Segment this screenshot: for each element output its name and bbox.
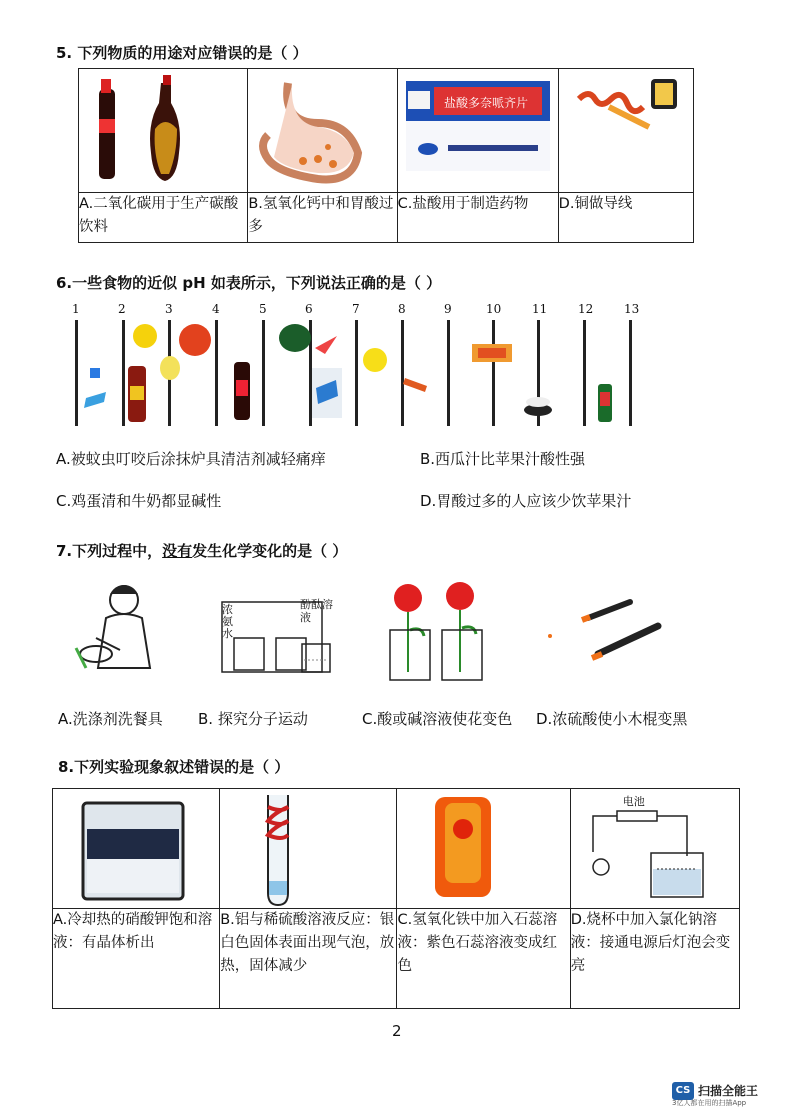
q7-option-b: B. 探究分子运动 — [198, 710, 308, 728]
q6-title: 6.一些食物的近似 pH 如表所示，下列说法正确的是（ ） — [56, 274, 442, 292]
ph-number-10: 10 — [486, 302, 502, 316]
scanner-tagline: 3亿人都在用的扫描App — [672, 1099, 747, 1107]
q5-option-d: D.铜做导线 — [558, 193, 693, 243]
stomach-icon — [248, 69, 396, 191]
soda-bottles-icon — [79, 69, 247, 191]
q8-option-b: B.铝与稀硫酸溶液反应：银白色固体表面出现气泡，放热，固体减少 — [220, 909, 397, 1009]
page-number: 2 — [392, 1022, 402, 1040]
flowers-in-beakers-icon — [380, 580, 500, 688]
apple-icon — [179, 324, 211, 356]
egg-yolk-icon — [363, 348, 387, 372]
ph-number-4: 4 — [212, 302, 220, 316]
ph-number-11: 11 — [532, 302, 548, 316]
q5-option-b: B.氢氧化钙中和胃酸过多 — [248, 193, 397, 243]
ph-number-13: 13 — [624, 302, 640, 316]
conductivity-circuit-icon — [571, 789, 737, 907]
q5-option-c: C.盐酸用于制造药物 — [397, 193, 558, 243]
q8-table — [52, 788, 740, 1009]
watermelon-icon — [279, 324, 311, 352]
blackened-sticks-icon — [540, 598, 664, 668]
q8-image-a — [53, 789, 220, 909]
scanner-brand: 扫描全能王 — [698, 1084, 759, 1098]
q8-image-c — [397, 789, 570, 909]
q6-option-b: B.西瓜汁比苹果汁酸性强 — [420, 450, 586, 468]
q7-option-d: D.浓硫酸使小木棍变黑 — [536, 710, 688, 728]
q5-table — [78, 68, 694, 243]
q7-title-emphasis: 没有 — [162, 542, 193, 560]
q6-option-d: D.胃酸过多的人应该少饮苹果汁 — [420, 492, 632, 510]
test-tube-red-solution-icon — [397, 789, 567, 907]
label-battery: 电池 — [622, 795, 645, 808]
ph-number-7: 7 — [352, 302, 360, 316]
q8-image-b — [220, 789, 397, 909]
q5-image-b — [248, 69, 397, 193]
q5-image-a — [79, 69, 248, 193]
q5-image-c — [397, 69, 558, 193]
ph-number-5: 5 — [259, 302, 267, 316]
ph-foods-illustration — [70, 318, 650, 430]
medicine-box-title: 盐酸多奈哌齐片 — [443, 96, 528, 110]
q5-option-a: A.二氧化碳用于生产碳酸饮料 — [79, 193, 248, 243]
q6-option-c: C.鸡蛋清和牛奶都显碱性 — [56, 492, 222, 510]
scanner-logo-icon: CS — [672, 1082, 694, 1100]
label-phenolphthalein: 酚酞溶液 — [300, 598, 333, 624]
ph-number-8: 8 — [398, 302, 406, 316]
ph-number-2: 2 — [118, 302, 126, 316]
q7-option-a: A.洗涤剂洗餐具 — [58, 710, 163, 728]
dishwashing-person-icon — [66, 578, 166, 688]
lemon-icon — [133, 324, 157, 348]
ph-number-1: 1 — [72, 302, 80, 316]
q7-title-post: 发生化学变化的是（ ） — [192, 542, 348, 560]
ph-number-9: 9 — [444, 302, 452, 316]
q5-title: 5. 下列物质的用途对应错误的是（ ） — [56, 44, 308, 62]
ph-number-3: 3 — [165, 302, 173, 316]
test-tube-aluminum-icon — [220, 789, 394, 907]
ph-number-12: 12 — [578, 302, 594, 316]
q6-option-a: A.被蚊虫叮咬后涂抹炉具清洁剂减轻痛痒 — [56, 450, 326, 468]
q7-title — [56, 540, 347, 561]
ph-number-6: 6 — [305, 302, 313, 316]
q7-option-c: C.酸或碱溶液使花变色 — [362, 710, 513, 728]
q8-title: 8.下列实验现象叙述错误的是（ ） — [58, 758, 290, 776]
q8-option-c: C.氢氧化铁中加入石蕊溶液：紫色石蕊溶液变成红色 — [397, 909, 570, 1009]
q8-option-d: D.烧杯中加入氯化钠溶液：接通电源后灯泡会变亮 — [570, 909, 739, 1009]
label-ammonia: 浓氨水 — [222, 603, 233, 640]
beaker-crystals-icon — [53, 789, 217, 907]
copper-wire-icon — [559, 69, 693, 191]
medicine-box-icon — [398, 69, 558, 191]
q8-image-d — [570, 789, 739, 909]
q5-image-d — [558, 69, 693, 193]
q7-title-pre: 7.下列过程中， — [56, 542, 163, 560]
q8-option-a: A.冷却热的硝酸钾饱和溶液：有晶体析出 — [53, 909, 220, 1009]
